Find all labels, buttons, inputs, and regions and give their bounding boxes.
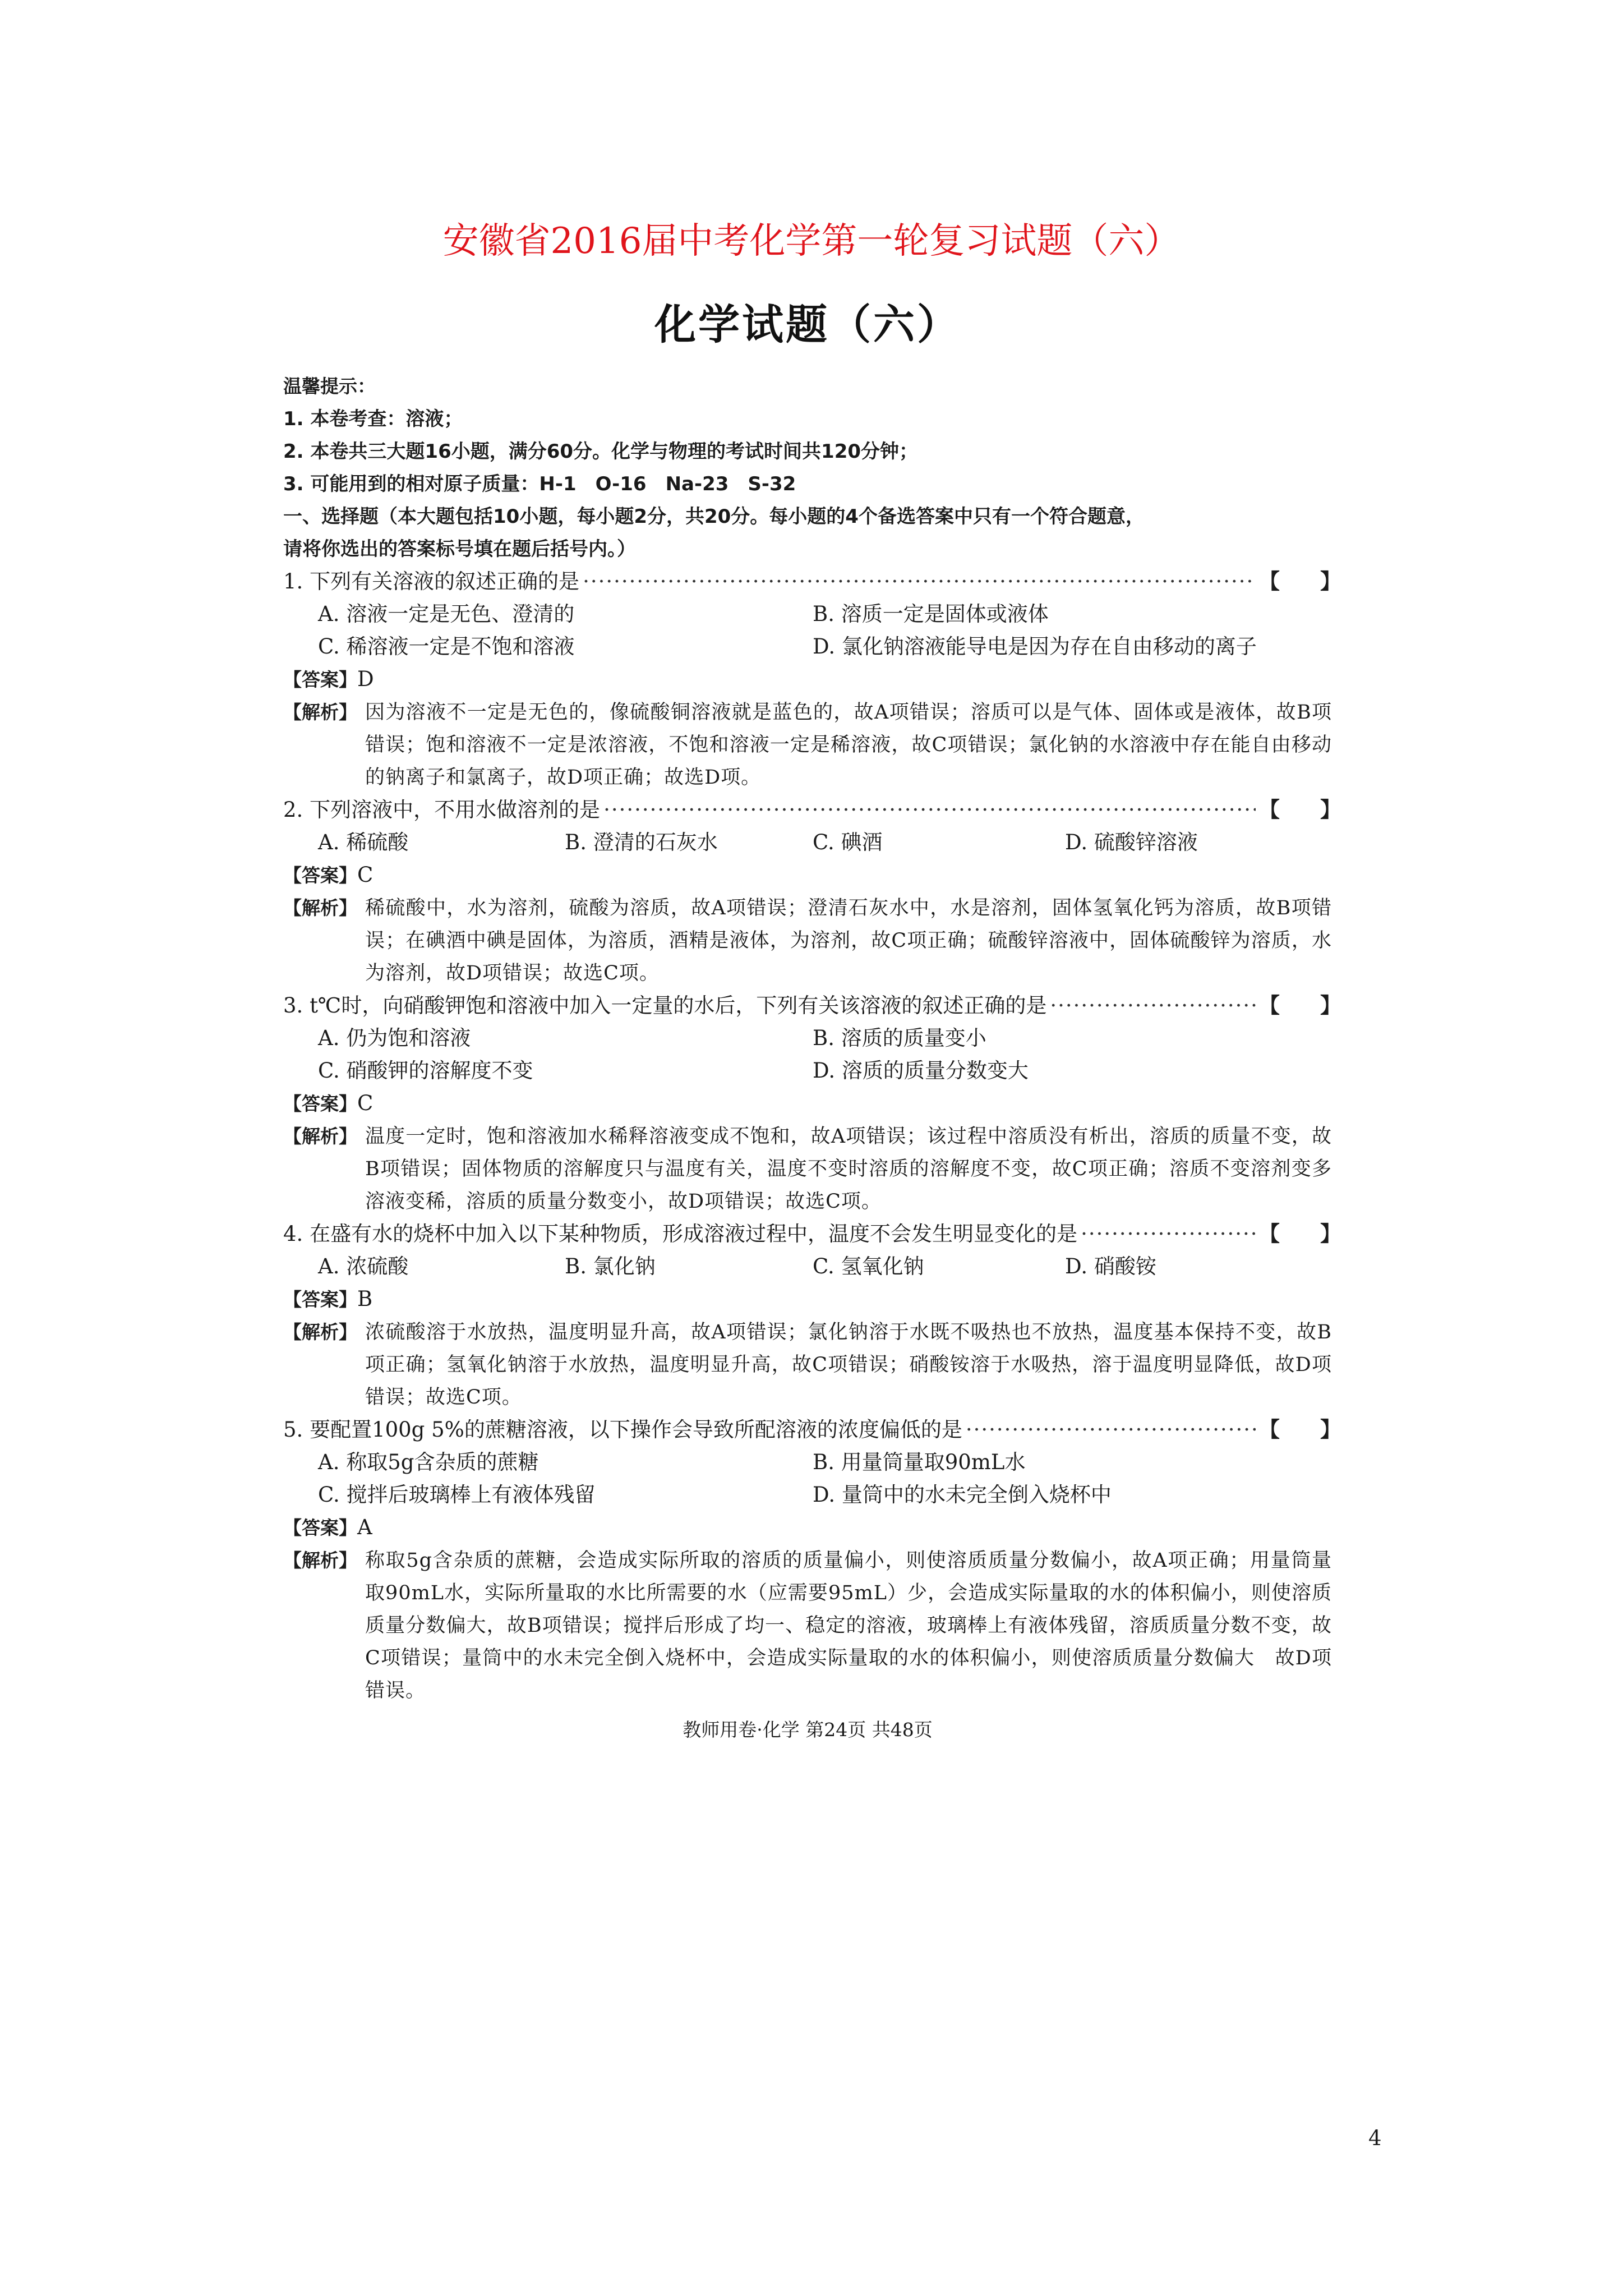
- options: [283, 598, 1332, 663]
- hint-item: 1. 本卷考查：溶液；: [283, 408, 463, 430]
- question-stem: 4. 在盛有水的烧杯中加入以下某种物质，形成溶液过程中，温度不会发生明显变化的是: [283, 1222, 1078, 1246]
- question-2: [283, 794, 1341, 990]
- answer-line: [283, 1283, 1332, 1316]
- answer-bracket: 【 】: [1259, 798, 1341, 822]
- options: [283, 826, 1332, 859]
- answer-value: D: [357, 667, 374, 691]
- explanation-tag: 【解析】: [283, 897, 357, 919]
- option-a: A. 稀硫酸: [318, 830, 409, 854]
- option-c: C. 稀溶液一定是不饱和溶液: [318, 634, 575, 659]
- option-a: A. 溶液一定是无色、澄清的: [318, 602, 575, 626]
- question-stem-row: [283, 990, 1341, 1022]
- answer-tag: 【答案】: [283, 1093, 357, 1115]
- hint-item: 3. 可能用到的相对原子质量：H-1 O-16 Na-23 S-32: [283, 473, 796, 495]
- option-b: B. 用量筒量取90mL水: [813, 1450, 1026, 1474]
- option-c: C. 碘酒: [813, 830, 883, 854]
- answer-value: C: [357, 1091, 374, 1115]
- question-stem: 2. 下列溶液中，不用水做溶剂的是: [283, 798, 601, 822]
- explanation-text: 因为溶液不一定是无色的，像硫酸铜溶液就是蓝色的，故A项错误；溶质可以是气体、固体或是液体，故B项错误；饱和溶液不一定是浓溶液，不饱和溶液一定是稀溶液，故C项错误；氯化钠的水溶液中存在能自由移动的钠离子和氯离子，故D项正确；故选D项。: [365, 701, 1332, 789]
- answer-line: [283, 859, 1332, 892]
- option-c: C. 搅拌后玻璃棒上有液体残留: [318, 1483, 596, 1507]
- option-b: B. 溶质的质量变小: [813, 1026, 986, 1050]
- option-a: A. 浓硫酸: [318, 1254, 409, 1278]
- option-b: B. 澄清的石灰水: [565, 830, 718, 854]
- answer-line: [283, 663, 1332, 696]
- scan-footer: 教师用卷·化学 第24页 共48页: [683, 1719, 933, 1741]
- leader-dots: [966, 1414, 1256, 1446]
- explanation-tag: 【解析】: [283, 701, 357, 723]
- answer-tag: 【答案】: [283, 1289, 357, 1310]
- hints-heading: 温馨提示：: [283, 375, 376, 397]
- leader-dots: [1050, 990, 1256, 1022]
- explanation-text: 稀硫酸中，水为溶剂，硫酸为溶质，故A项错误；澄清石灰水中，水是溶剂，固体氢氧化钙为溶质，故B项错误；在碘酒中碘是固体，为溶质，酒精是液体，为溶剂，故C项正确；硫酸锌溶液中，固体硫酸锌为溶质，水为溶剂，故D项错误；故选C项。: [365, 897, 1332, 984]
- question-1: [283, 565, 1341, 794]
- question-stem-row: [283, 1414, 1341, 1446]
- option-d: D. 量筒中的水未完全倒入烧杯中: [813, 1483, 1112, 1507]
- section-heading: 一、选择题（本大题包括10小题，每小题2分，共20分。每小题的4个备选答案中只有一个符合题意，: [283, 505, 1145, 528]
- option-a: A. 仍为饱和溶液: [318, 1026, 471, 1050]
- answer-value: B: [357, 1287, 373, 1311]
- question-stem-row: [283, 794, 1341, 826]
- answer-bracket: 【 】: [1259, 569, 1341, 593]
- option-c: C. 氢氧化钠: [813, 1254, 924, 1278]
- answer-tag: 【答案】: [283, 864, 357, 886]
- question-3: [283, 990, 1341, 1218]
- explanation: [283, 1316, 1332, 1414]
- explanation: [283, 696, 1332, 794]
- answer-line: [283, 1087, 1332, 1120]
- options: [283, 1446, 1332, 1511]
- answer-value: C: [357, 863, 374, 887]
- question-stem: 3. t℃时，向硝酸钾饱和溶液中加入一定量的水后，下列有关该溶液的叙述正确的是: [283, 993, 1047, 1018]
- question-5: [283, 1414, 1341, 1707]
- option-a: A. 称取5g含杂质的蔗糖: [318, 1450, 539, 1474]
- explanation-text: 温度一定时，饱和溶液加水稀释溶液变成不饱和，故A项错误；该过程中溶质没有析出，溶质的质量不变，故B项错误；固体物质的溶解度只与温度有关，温度不变时溶质的溶解度不变，故C项正确；溶质不变溶剂变多溶液变稀，溶质的质量分数变小，故D项错误；故选C项。: [365, 1125, 1332, 1213]
- explanation: [283, 1120, 1332, 1218]
- option-d: D. 氯化钠溶液能导电是因为存在自由移动的离子: [813, 634, 1257, 659]
- options: [283, 1022, 1332, 1087]
- answer-value: A: [357, 1515, 372, 1539]
- option-d: D. 溶质的质量分数变大: [813, 1059, 1029, 1083]
- scanned-exam-page: [283, 292, 1341, 1750]
- explanation: [283, 1544, 1332, 1707]
- explanation: [283, 892, 1332, 990]
- explanation-tag: 【解析】: [283, 1321, 357, 1343]
- question-stem-row: [283, 565, 1341, 598]
- option-d: D. 硝酸铵: [1065, 1254, 1156, 1278]
- option-d: D. 硫酸锌溶液: [1065, 830, 1198, 854]
- explanation-text: 浓硫酸溶于水放热，温度明显升高，故A项错误；氯化钠溶于水既不吸热也不放热，温度基本保持不变，故B项正确；氢氧化钠溶于水放热，温度明显升高，故C项错误；硝酸铵溶于水吸热，溶于温度明显降低，故D项错误；故选C项。: [365, 1321, 1332, 1409]
- paper-title: 化学试题（六）: [654, 301, 961, 349]
- question-stem: 5. 要配置100g 5%的蔗糖溶液，以下操作会导致所配溶液的浓度偏低的是: [283, 1418, 962, 1442]
- question-stem-row: [283, 1218, 1341, 1250]
- option-c: C. 硝酸钾的溶解度不变: [318, 1059, 533, 1083]
- answer-tag: 【答案】: [283, 1517, 357, 1539]
- document-title: 安徽省2016届中考化学第一轮复习试题（六）: [442, 220, 1181, 262]
- answer-line: [283, 1511, 1332, 1544]
- answer-bracket: 【 】: [1259, 1418, 1341, 1442]
- question-4: [283, 1218, 1341, 1414]
- leader-dots: [1081, 1218, 1256, 1250]
- answer-tag: 【答案】: [283, 669, 357, 691]
- answer-bracket: 【 】: [1259, 1222, 1341, 1246]
- leader-dots: [583, 565, 1256, 598]
- leader-dots: [603, 794, 1256, 826]
- answer-bracket: 【 】: [1259, 993, 1341, 1018]
- explanation-tag: 【解析】: [283, 1549, 357, 1571]
- hint-item: 2. 本卷共三大题16小题，满分60分。化学与物理的考试时间共120分钟；: [283, 440, 919, 463]
- page-number: 4: [1368, 2126, 1382, 2150]
- section-instruction: 请将你选出的答案标号填在题后括号内。）: [283, 538, 636, 560]
- options: [283, 1250, 1332, 1283]
- explanation-tag: 【解析】: [283, 1125, 357, 1147]
- explanation-text: 称取5g含杂质的蔗糖，会造成实际所取的溶质的质量偏小，则使溶质质量分数偏小，故A项正确；用量筒量取90mL水，实际所量取的水比所需要的水（应需要95mL）少，会造成实际量取的水的体积偏小，则使溶质质量分数偏大，故B项错误；搅拌后形成了均一、稳定的溶液，玻璃棒上有液体残留，溶质质量分数不变，故C项错误；量筒中的水未完全倒入烧杯中，会造成实际量取的水的体积偏小，则使溶质质量分数偏大 故D项错误。: [365, 1549, 1332, 1702]
- option-b: B. 氯化钠: [565, 1254, 656, 1278]
- question-stem: 1. 下列有关溶液的叙述正确的是: [283, 569, 580, 593]
- option-b: B. 溶质一定是固体或液体: [813, 602, 1049, 626]
